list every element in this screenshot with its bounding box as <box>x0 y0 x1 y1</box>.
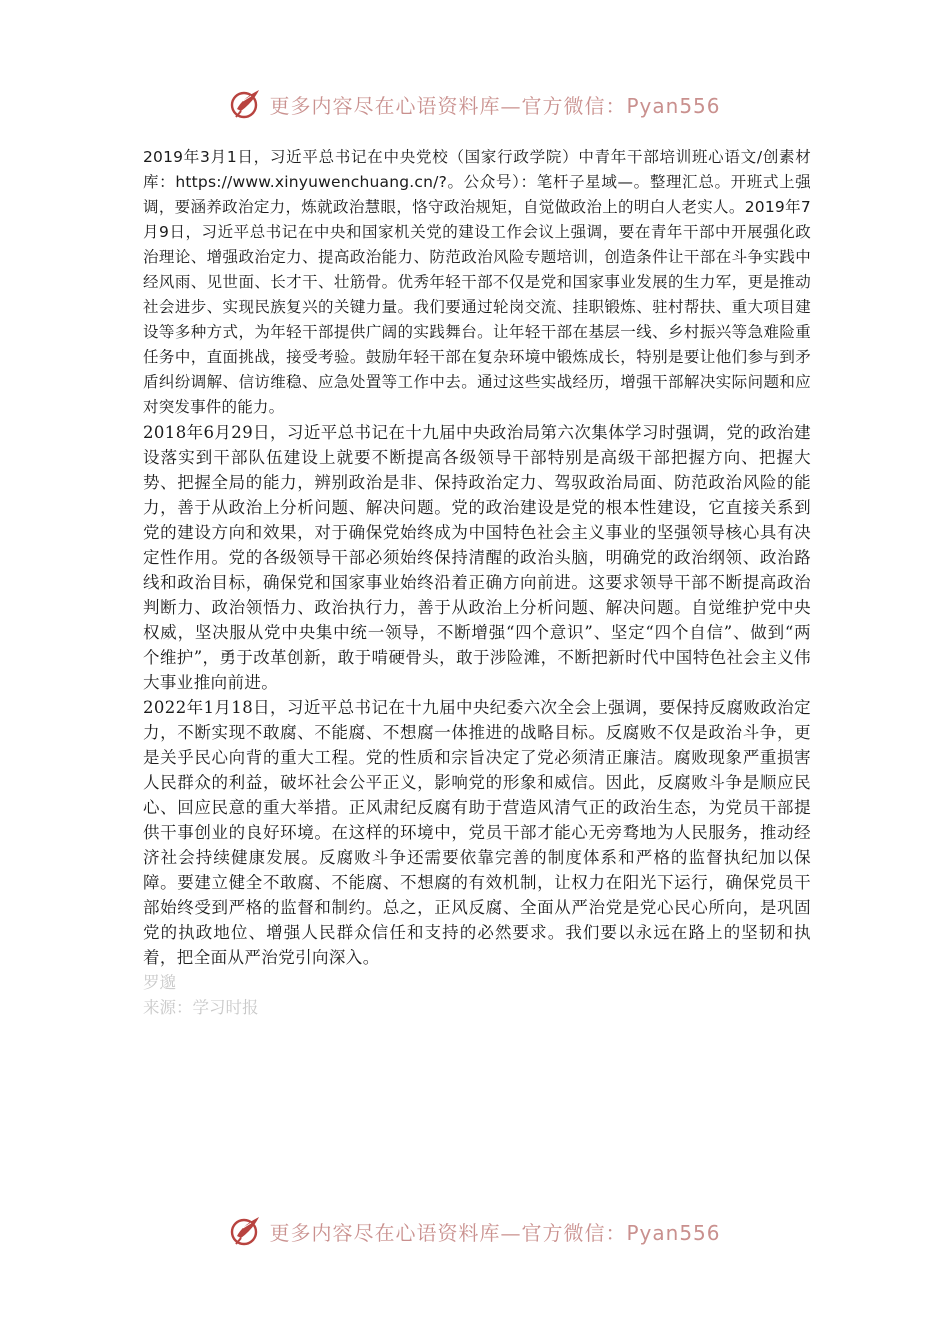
banner-wechat-id: Pyan556 <box>626 93 721 118</box>
article-author: 罗邈 <box>143 973 176 992</box>
quill-pen-logo-icon <box>229 1214 263 1248</box>
quill-pen-logo-icon <box>229 87 263 121</box>
article-source: 来源：学习时报 <box>143 998 259 1017</box>
paragraph-2: 2018年6月29日，习近平总书记在十九届中央政治局第六次集体学习时强调，党的政治建设落实到干部队伍建设上就要不断提高各级领导干部特别是高级干部把握方向、把握大势、把握全局的能力，辨别政治是非、保持政治定力、驾驭政治局面、防范政治风险的能力，善于从政治上分析问题、解决问题。党的政治建设是党的根本性建设，它直接关系到党的建设方向和效果，对于确保党始终成为中国特色社会主义事业的坚强领导核心具有决定性作用。党的各级领导干部必须始终保持清醒的政治头脑，明确党的政治纲领、政治路线和政治目标，确保党和国家事业始终沿着正确方向前进。这要求领导干部不断提高政治判断力、政治领悟力、政治执行力，善于从政治上分析问题、解决问题。自觉维护党中央权威，坚决服从党中央集中统一领导，不断增强“四个意识”、坚定“四个自信”、做到“两个维护”，勇于改革创新，敢于啃硬骨头，敢于涉险滩，不断把新时代中国特色社会主义伟大事业推向前进。 <box>143 423 811 692</box>
article-body <box>143 145 811 1020</box>
paragraph-3: 2022年1月18日，习近平总书记在十九届中央纪委六次全会上强调，要保持反腐败政治定力，不断实现不敢腐、不能腐、不想腐一体推进的战略目标。反腐败不仅是政治斗争，更是关乎民心向背的重大工程。党的性质和宗旨决定了党必须清正廉洁。腐败现象严重损害人民群众的利益，破坏社会公平正义，影响党的形象和威信。因此，反腐败斗争是顺应民心、回应民意的重大举措。正风肃纪反腐有助于营造风清气正的政治生态，为党员干部提供干事创业的良好环境。在这样的环境中，党员干部才能心无旁骛地为人民服务，推动经济社会持续健康发展。反腐败斗争还需要依靠完善的制度体系和严格的监督执纪加以保障。要建立健全不敢腐、不能腐、不想腐的有效机制，让权力在阳光下运行，确保党员干部始终受到严格的监督和制约。总之，正风反腐、全面从严治党是党心民心所向，是巩固党的执政地位、增强人民群众信任和支持的必然要求。我们要以永远在路上的坚韧和执着，把全面从严治党引向深入。 <box>143 698 811 967</box>
banner-text-cn: 更多内容尽在心语资料库—官方微信： <box>269 93 627 118</box>
header-banner <box>0 82 950 126</box>
banner-wechat-id: Pyan556 <box>626 1220 721 1245</box>
paragraph-1: 2019年3月1日，习近平总书记在中央党校（国家行政学院）中青年干部培训班心语文/创素材库：https://www.xinyuwenchuang.cn/?。公众号）：笔杆子星域—。整理汇总。开班式上强调，要涵养政治定力，炼就政治慧眼，恪守政治规矩，自觉做政治上的明白人老实人。2019年7月9日，习近平总书记在中央和国家机关党的建设工作会议上强调，要在青年干部中开展强化政治理论、增强政治定力、提高政治能力、防范政治风险专题培训，创造条件让干部在斗争实践中经风雨、见世面、长才干、壮筋骨。优秀年轻干部不仅是党和国家事业发展的生力军，更是推动社会进步、实现民族复兴的关键力量。我们要通过轮岗交流、挂职锻炼、驻村帮扶、重大项目建设等多种方式，为年轻干部提供广阔的实践舞台。让年轻干部在基层一线、乡村振兴等急难险重任务中，直面挑战，接受考验。鼓励年轻干部在复杂环境中锻炼成长，特别是要让他们参与到矛盾纠纷调解、信访维稳、应急处置等工作中去。通过这些实战经历，增强干部解决实际问题和应对突发事件的能力。 <box>143 148 811 416</box>
banner-text <box>269 90 720 119</box>
footer-banner <box>0 1209 950 1253</box>
banner-text-cn: 更多内容尽在心语资料库—官方微信： <box>269 1220 627 1245</box>
banner-text <box>269 1217 720 1246</box>
